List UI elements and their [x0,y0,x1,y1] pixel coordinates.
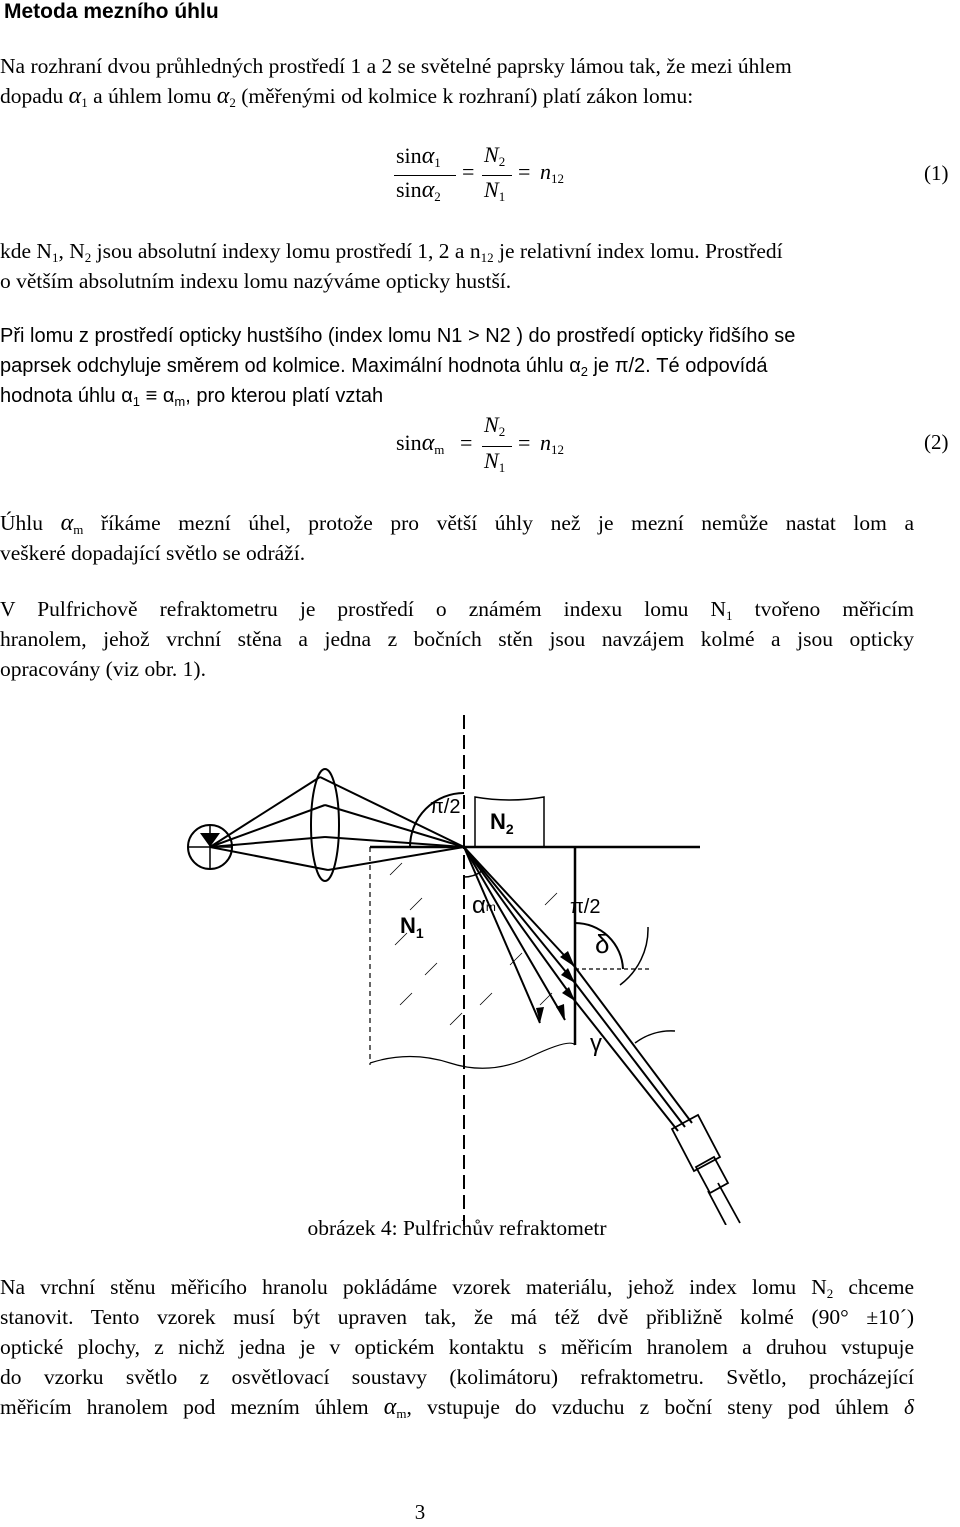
fraction-bar [394,175,456,176]
text-line: Na rozhraní dvou průhledných prostředí 1 a 2 se světelné paprsky lámou tak, že mezi úhlem [0,54,792,78]
text-line: kde $N_1$, $N_2$ jsou absolutní indexy lomu prostředí 1, 2 a $n_{12}$ je relativní index lomu. Prostředí [0,239,783,265]
angle-arc-gamma [635,1031,675,1043]
equation-2: sinα$_m$ = $N_2$ $N_1$ = $n_{12}$ (2) [396,412,949,475]
telescope [672,1115,740,1225]
paragraph-measurement [0,1272,914,1422]
angle-arc-delta [620,927,648,985]
text-line: hodnota úhlu $\alpha_1 \equiv \alpha_m$, pro kterou platí vztah [0,385,384,409]
refractometer-figure [180,705,780,1225]
fraction-bar [482,175,512,176]
text-line: opracovány (viz obr. 1). [0,657,206,681]
fraction-bar [482,446,512,447]
paragraph-pulfrich [0,594,914,684]
text-line: paprsek odchyluje směrem od kolmice. Maximální hodnota úhlu $\alpha_2$ je π/2. Té odpovídá [0,355,768,379]
symbol-alpha: α [60,510,74,536]
symbol-alpha: α [68,83,82,109]
paragraph-limit-angle [0,508,914,568]
label-pi2-top: π/2 [430,796,461,818]
page-number: 3 [414,1500,426,1524]
text-line: o větším absolutním indexu lomu nazýváme opticky hustší. [0,269,512,293]
paragraph-critical-angle [0,321,914,411]
label-N2: $N_2$ [490,809,514,837]
prism-hatching [390,863,557,1025]
equation-1: sinα$_1$ sinα$_2$ = $N_2$ $N_1$ = $n_{12}$ (1) [396,142,949,204]
prism-bottom-edge [370,1043,575,1068]
lens [311,769,339,881]
text-line: měřicím hranolem pod mezním úhlem $\alpha_m$, vstupuje do vzduchu z boční steny pod úhlem δ [0,1394,915,1421]
label-delta: δ [595,929,610,959]
section-title: Metoda mezního úhlu [4,0,219,23]
label-alpha-m: αm [472,892,496,919]
figure-caption: obrázek 4: Pulfrichův refraktometr [307,1216,607,1240]
equation-number: (1) [924,161,949,185]
paragraph-refraction-intro [0,51,914,111]
label-gamma: γ [590,1030,602,1057]
symbol-alpha: α [216,83,230,109]
text-line: V Pulfrichově refraktometru je prostředí o známém indexu lomu $N_1$ tvořeno měřicím [0,597,914,623]
refracted-rays [464,847,575,1023]
equation-number: (2) [924,430,949,454]
symbol-delta: δ [904,1395,915,1419]
text-line: stanovit. Tento vzorek musí být upraven tak, že má též dvě přibližně kolmé (90° ±10´) [0,1305,914,1329]
label-N1: $N_1$ [400,913,424,941]
text-line: dopadu $\alpha_1$ a úhlem lomu $\alpha_2$ (měřenými od kolmice k rozhraní) platí zákon lomu: [0,83,694,110]
text-line: Úhlu $\alpha_m$ říkáme mezní úhel, protože pro větší úhly než je mezní nemůže nastat lom a [0,510,915,537]
text-line: hranolem, jehož vrchní stěna a jedna z bočních stěn jsou navzájem kolmé a jsou opticky [0,627,914,651]
paragraph-indices [0,236,914,296]
text-line: Na vrchní stěnu měřicího hranolu pokládáme vzorek materiálu, jehož index lomu $N_2$ chceme [0,1275,914,1301]
text-line: veškeré dopadající světlo se odráží. [0,541,306,565]
label-pi2-right: π/2 [570,896,601,918]
text-line: Při lomu z prostředí opticky hustšího (index lomu N1 > N2 ) do prostředí opticky řidšího se [0,325,796,347]
text-line: do vzorku světlo z osvětlovací soustavy (kolimátoru) refraktometru. Světlo, procházející [0,1365,914,1389]
symbol-alpha: α [383,1394,397,1420]
symbol-alpha: α [569,355,581,377]
text-line: optické plochy, z nichž jedna je v optickém kontaktu s měřicím hranolem a druhou vstupuje [0,1335,914,1359]
